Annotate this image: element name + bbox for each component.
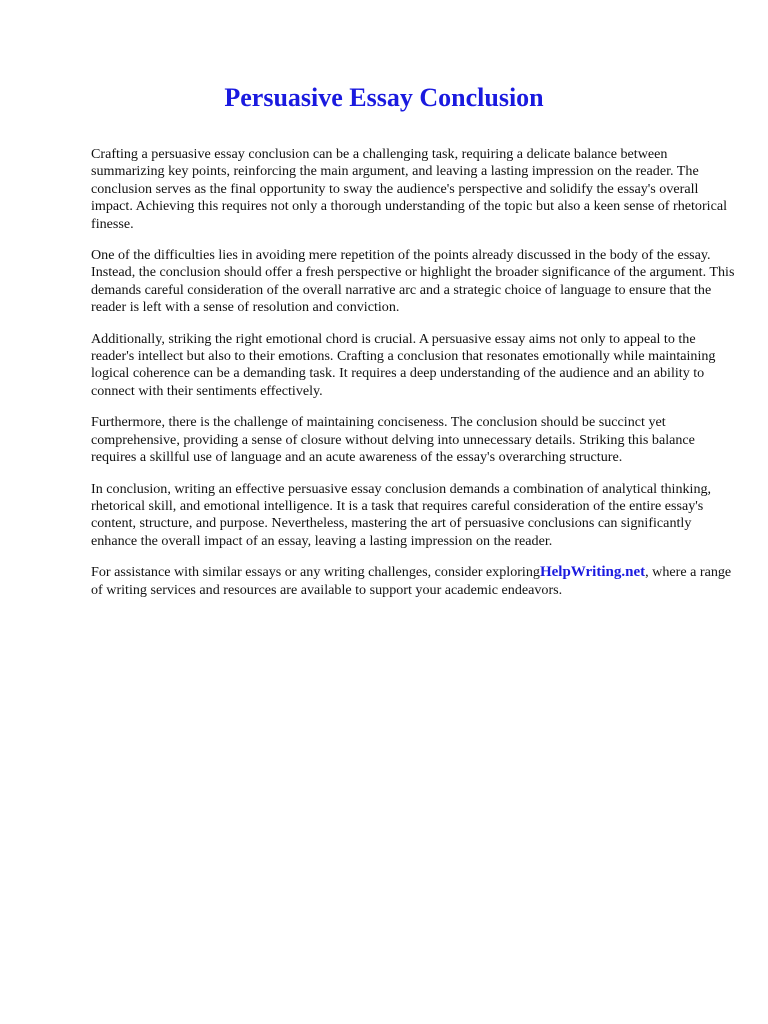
paragraph-closing — [91, 564, 741, 599]
paragraph-conciseness: Furthermore, there is the challenge of maintaining conciseness. The conclusion should be succinct yet comprehensive, providing a sense of closure without delving into unnecessary details. Striking this balance requires a skillful use of language and an acute awareness of the essay's overarching structure. — [91, 414, 695, 466]
paragraph-intro: Crafting a persuasive essay conclusion can be a challenging task, requiring a delicate balance between summarizing key points, reinforcing the main argument, and leaving a lasting impression on the reader. The conclusion serves as the final opportunity to sway the audience's perspective and solidify the essay's overall impact. Achieving this requires not only a thorough understanding of the topic but also a keen sense of rhetorical finesse. — [91, 146, 728, 232]
paragraph-difficulties: One of the difficulties lies in avoiding mere repetition of the points already discussed in the body of the essay. Instead, the conclusion should offer a fresh perspective or highlight the broader significance of the argument. This demands careful consideration of the overall narrative arc and a strategic choice of language to ensure that the reader is left with a sense of resolution and conviction. — [91, 247, 735, 316]
paragraph-emotional: Additionally, striking the right emotional chord is crucial. A persuasive essay aims not only to appeal to the reader's intellect but also to their emotions. Crafting a conclusion that resonates emotionally while maintaining logical coherence can be a demanding task. It requires a deep understanding of the audience and an ability to connect with their sentiments effectively. — [91, 330, 716, 399]
closing-text-before-link: For assistance with similar essays or any writing challenges, consider exploring — [91, 564, 540, 581]
document-body — [91, 146, 741, 613]
page-title: Persuasive Essay Conclusion — [224, 83, 544, 112]
closing-text-after-link: , where a range of writing services and resources are available to support your academic endeavors. — [91, 564, 732, 598]
helpwriting-link[interactable]: HelpWriting.net — [539, 564, 646, 581]
paragraph-conclusion: In conclusion, writing an effective persuasive essay conclusion demands a combination of analytical thinking, rhetorical skill, and emotional intelligence. It is a task that requires careful consideration of the entire essay's content, structure, and purpose. Nevertheless, mastering the art of persuasive conclusions can significantly enhance the overall impact of an essay, leaving a lasting impression on the reader. — [91, 480, 712, 549]
